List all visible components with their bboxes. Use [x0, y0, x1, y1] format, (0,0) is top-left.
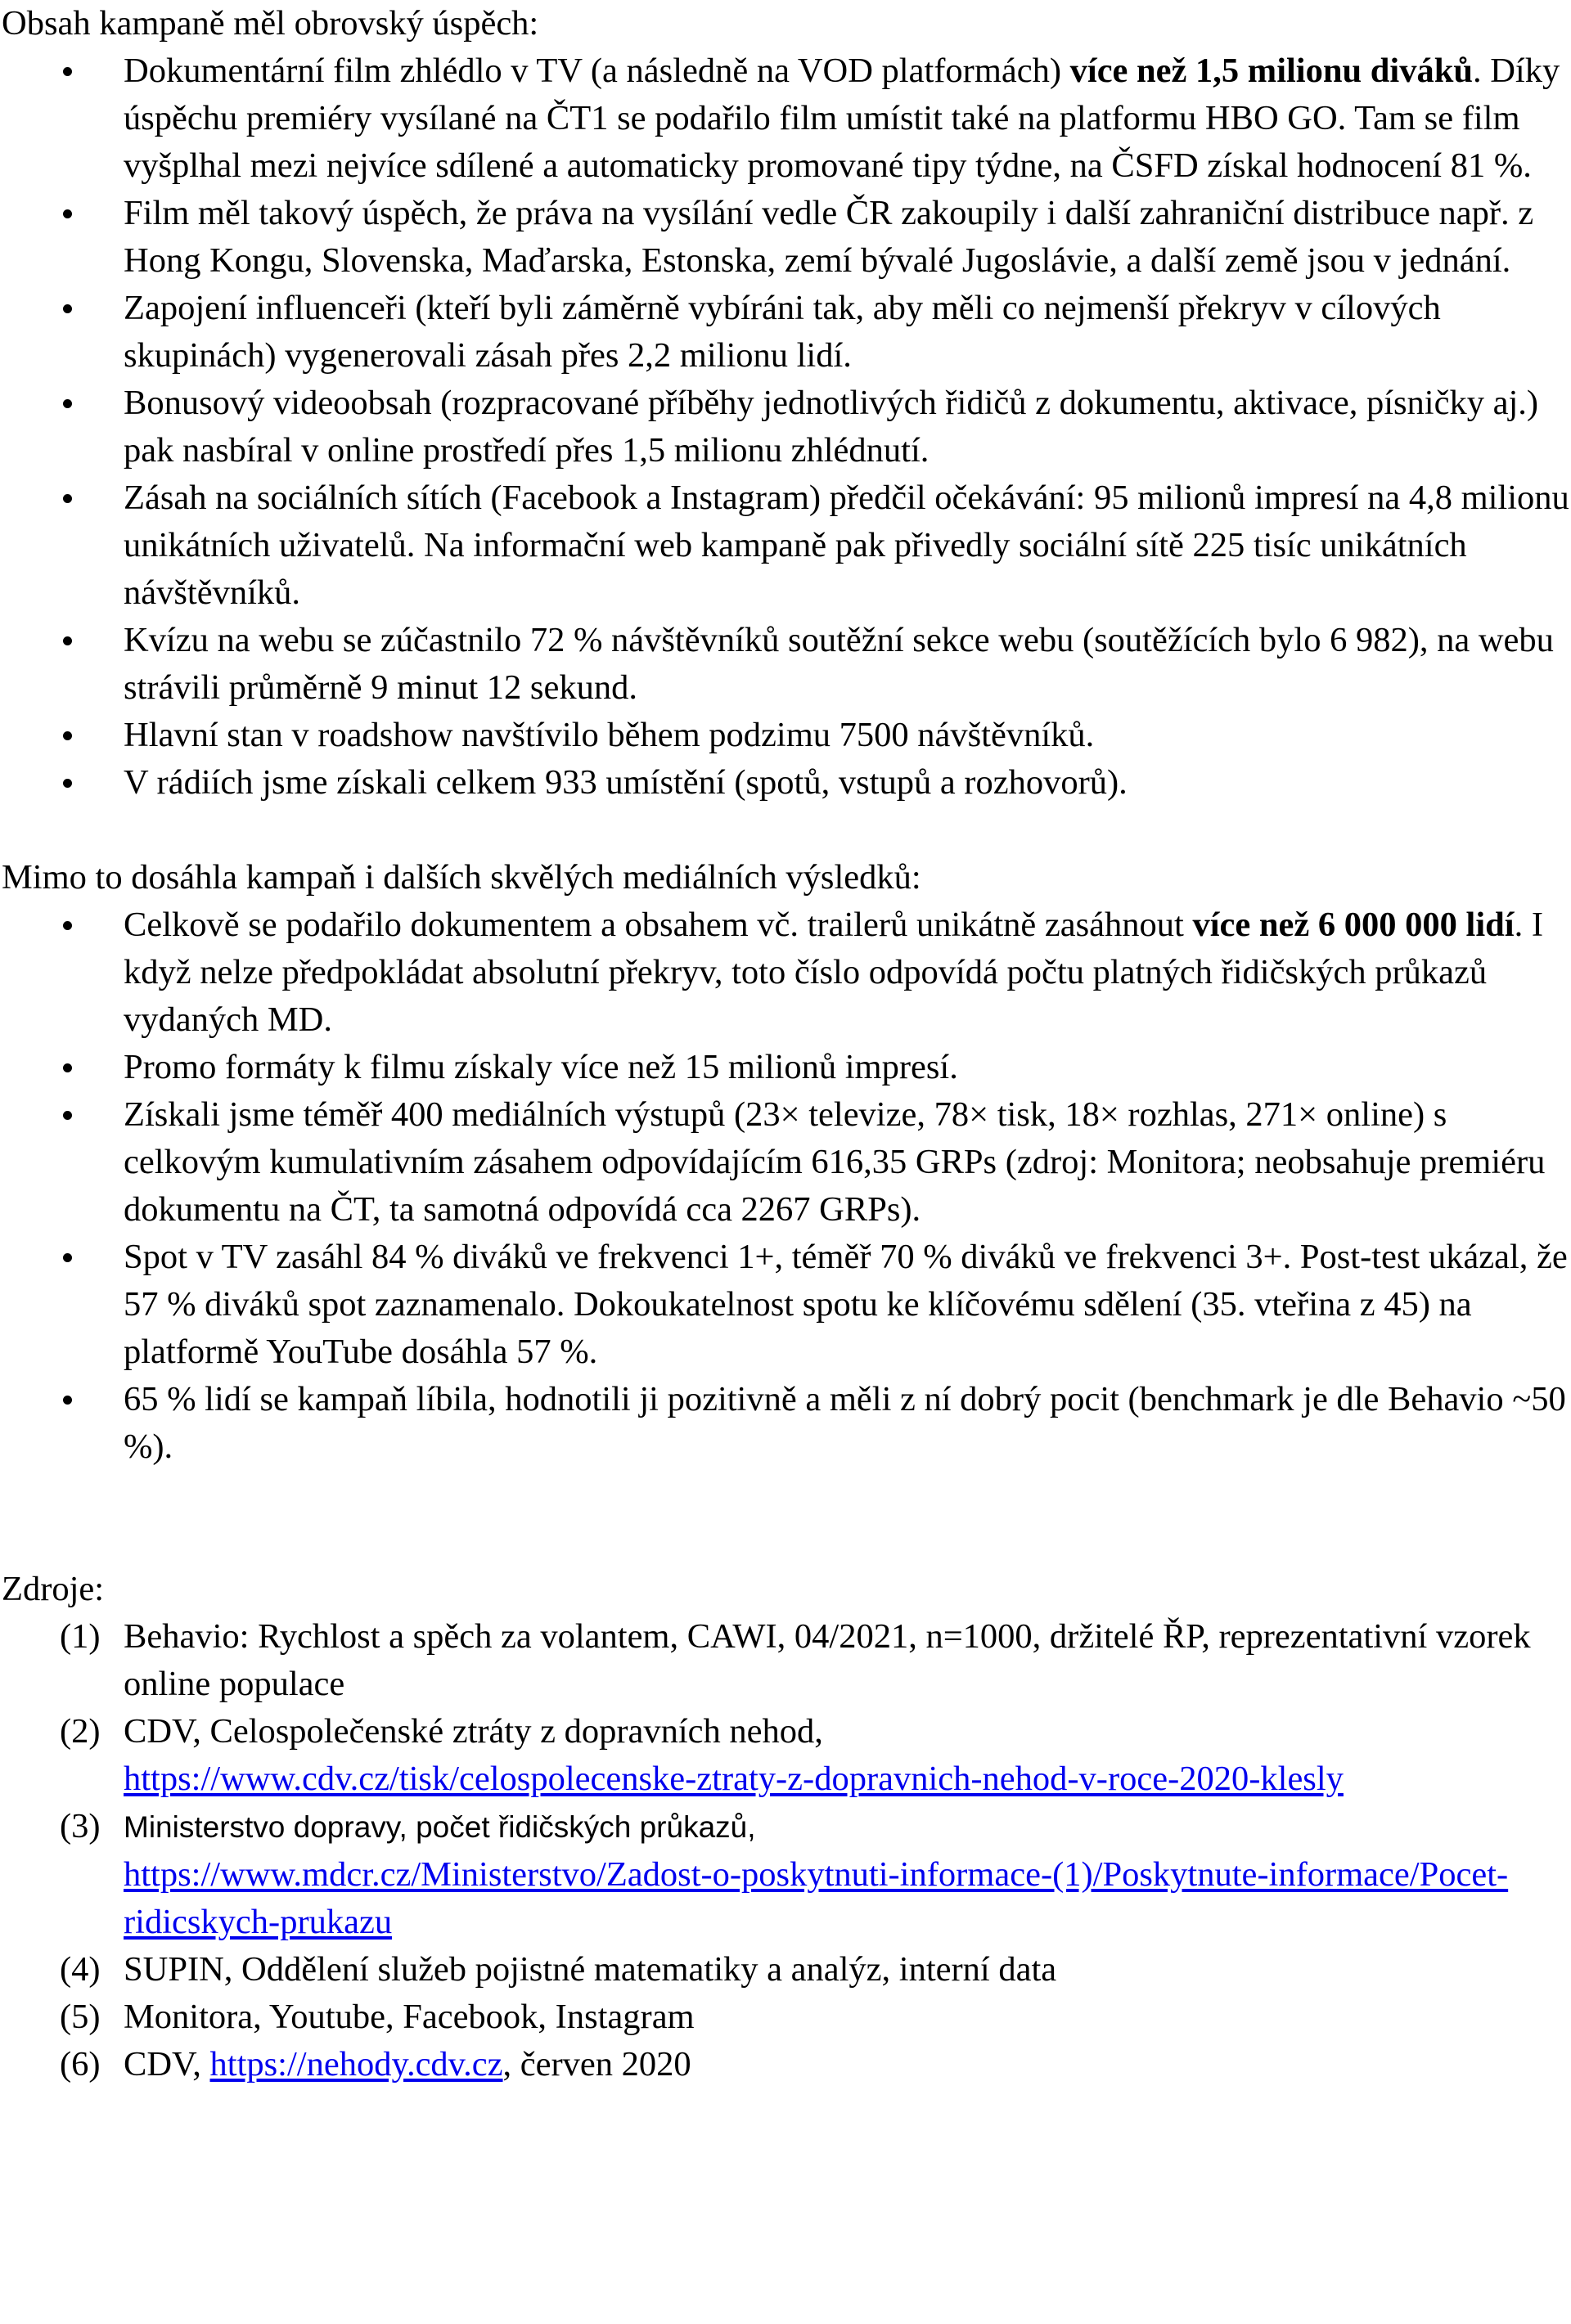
item-text: V rádiích jsme získali celkem 933 umístění (spotů, vstupů a rozhovorů).	[124, 763, 1128, 802]
list-item	[0, 1376, 1569, 1471]
source-text: CDV,	[124, 2045, 210, 2084]
sources-list	[0, 1613, 1569, 2088]
item-text: Bonusový videoobsah (rozpracované příběhy jednotlivých řidičů z dokumentu, aktivace, písničky aj.) pak nasbíral v online prostředí přes 1,5 milionu zhlédnutí.	[124, 384, 1539, 470]
source-number: (6)	[60, 2045, 101, 2084]
list-item	[0, 474, 1569, 617]
source-link[interactable]: https://nehody.cdv.cz	[209, 2045, 503, 2084]
source-number: (3)	[60, 1807, 101, 1845]
source-number: (2)	[60, 1712, 101, 1751]
item-bold-text: více než 1,5 milionu diváků	[1069, 52, 1473, 90]
bullet-icon	[63, 67, 72, 76]
bullet-icon	[63, 921, 72, 930]
bullet-icon	[63, 399, 72, 408]
source-item	[0, 1803, 1569, 1946]
bullet-icon	[63, 209, 72, 218]
sources-heading: Zdroje:	[2, 1570, 105, 1608]
item-text: 65 % lidí se kampaň líbila, hodnotili ji pozitivně a měli z ní dobrý pocit (benchmark je dle Behavio ~50 %).	[124, 1380, 1566, 1466]
spacer	[0, 1471, 1569, 1566]
bullet-icon	[63, 1253, 72, 1262]
list-item	[0, 759, 1569, 807]
source-number: (4)	[60, 1950, 101, 1989]
list-item	[0, 617, 1569, 712]
item-text: Film měl takový úspěch, že práva na vysílání vedle ČR zakoupily i další zahraniční distribuce např. z Hong Kongu, Slovenska, Maďarska, Estonska, zemí bývalé Jugoslávie, a další země jsou v jednání.	[124, 194, 1534, 280]
bullet-icon	[63, 779, 72, 788]
item-text: Celkově se podařilo dokumentem a obsahem vč. trailerů unikátně zasáhnout	[124, 906, 1193, 944]
list-item	[0, 1044, 1569, 1091]
item-text: Kvízu na webu se zúčastnilo 72 % návštěvníků soutěžní sekce webu (soutěžících bylo 6 982), na webu strávili průměrně 9 minut 12 sekund.	[124, 621, 1554, 707]
source-text: Behavio: Rychlost a spěch za volantem, CAWI, 04/2021, n=1000, držitelé ŘP, reprezentativní vzorek online populace	[124, 1617, 1531, 1703]
source-number: (5)	[60, 1998, 101, 2036]
source-item	[0, 1946, 1569, 1994]
source-text: Ministerstvo dopravy, počet řidičských průkazů,	[124, 1810, 756, 1844]
source-item	[0, 1708, 1569, 1803]
source-item	[0, 1994, 1569, 2041]
item-bold-text: více než 6 000 000 lidí	[1192, 906, 1515, 944]
item-text-continued: . Díky úspěchu premiéry vysílané na ČT1 se podařilo film umístit také na platformu HBO GO. Tam se film vyšplhal mezi nejvíce sdílené a automaticky promované tipy týdne, na ČSFD získal hodnocení 81 %.	[124, 52, 1560, 185]
source-number: (1)	[60, 1617, 101, 1656]
bullet-icon	[63, 731, 72, 740]
source-item	[0, 1613, 1569, 1708]
item-text: Spot v TV zasáhl 84 % diváků ve frekvenci 1+, téměř 70 % diváků ve frekvenci 3+. Post-test ukázal, že 57 % diváků spot zaznamenalo. Dokoukatelnost spotu ke klíčovému sdělení (35. vteřina z 45) na platformě YouTube dosáhla 57 %.	[124, 1238, 1568, 1371]
item-text: Získali jsme téměř 400 mediálních výstupů (23× televize, 78× tisk, 18× rozhlas, 271× online) s celkovým kumulativním zásahem odpovídajícím 616,35 GRPs (zdroj: Monitora; neobsahuje premiéru dokumentu na ČT, ta samotná odpovídá cca 2267 GRPs).	[124, 1095, 1546, 1229]
item-text: Promo formáty k filmu získaly více než 15 milionů impresí.	[124, 1048, 958, 1086]
bullet-icon	[63, 1111, 72, 1120]
source-link[interactable]: https://www.cdv.cz/tisk/celospolecenske-ztraty-z-dopravnich-nehod-v-roce-2020-klesly	[124, 1760, 1344, 1798]
list-item	[0, 190, 1569, 285]
campaign-results-list	[0, 47, 1569, 807]
list-item	[0, 285, 1569, 380]
bullet-icon	[63, 494, 72, 503]
item-text: Hlavní stan v roadshow navštívilo během podzimu 7500 návštěvníků.	[124, 716, 1095, 754]
list-item	[0, 901, 1569, 1044]
item-text-continued: . I když nelze předpokládat absolutní překryv, toto číslo odpovídá počtu platných řidičských průkazů vydaných MD.	[124, 906, 1543, 1039]
source-link[interactable]: https://www.mdcr.cz/Ministerstvo/Zadost-o-poskytnuti-informace-(1)/Poskytnute-informace/Pocet-ridicskych-prukazu	[124, 1855, 1509, 1941]
source-text: Monitora, Youtube, Facebook, Instagram	[124, 1998, 695, 2036]
media-results-list	[0, 901, 1569, 1471]
bullet-icon	[63, 1396, 72, 1405]
source-text: CDV, Celospolečenské ztráty z dopravních nehod,	[124, 1712, 823, 1751]
spacer	[0, 807, 1569, 854]
item-text: Zapojení influenceři (kteří byli záměrně vybíráni tak, aby měli co nejmenší překryv v cílových skupinách) vygenerovali zásah přes 2,2 milionu lidí.	[124, 289, 1441, 375]
bullet-icon	[63, 304, 72, 313]
list-item	[0, 712, 1569, 759]
list-item	[0, 380, 1569, 474]
list-item	[0, 1234, 1569, 1376]
bullet-icon	[63, 636, 72, 645]
section-heading-campaign-success: Obsah kampaně měl obrovský úspěch:	[2, 4, 539, 43]
list-item	[0, 1091, 1569, 1234]
list-item	[0, 47, 1569, 190]
source-text-continued: , červen 2020	[502, 2045, 691, 2084]
source-item	[0, 2041, 1569, 2088]
item-text: Dokumentární film zhlédlo v TV (a následně na VOD platformách)	[124, 52, 1070, 90]
item-text: Zásah na sociálních sítích (Facebook a Instagram) předčil očekávání: 95 milionů impresí na 4,8 milionu unikátních uživatelů. Na informační web kampaně pak přivedly sociální sítě 225 tisíc unikátních návštěvníků.	[124, 479, 1569, 612]
source-text: SUPIN, Oddělení služeb pojistné matematiky a analýz, interní data	[124, 1950, 1057, 1989]
section-heading-media-results: Mimo to dosáhla kampaň i dalších skvělých mediálních výsledků:	[2, 858, 921, 897]
bullet-icon	[63, 1063, 72, 1072]
